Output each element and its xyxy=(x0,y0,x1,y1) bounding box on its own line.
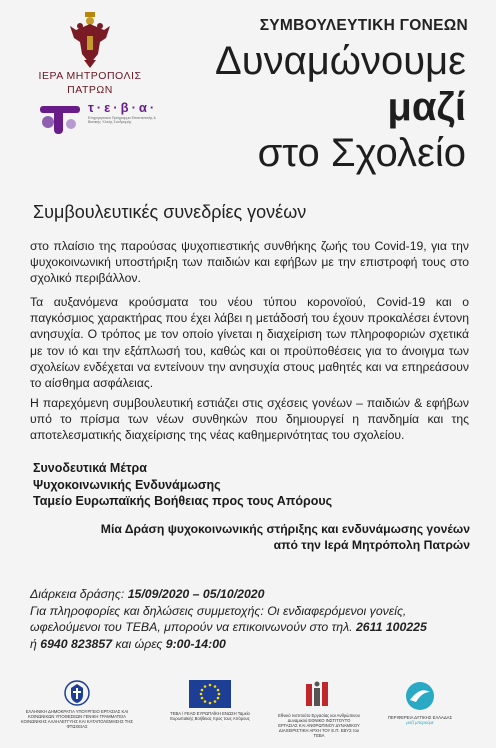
paragraph-3: Η παρεχόμενη συμβουλευτική εστιάζει στις σχέσεις γονέων – παιδιών & εφήβων υπό το πρίσμα των νέων συνθηκών που δημιουργεί η πανδημία και της αποτελεσματικής διαχείρισης της νέας καθημερινότητας του σχολείου. xyxy=(30,396,469,443)
subtitle: Συμβουλευτικές συνεδρίες γονέων xyxy=(33,202,307,222)
eu-flag-icon xyxy=(189,680,231,708)
phone-2: 6940 823857 xyxy=(40,636,113,651)
eiead-logo xyxy=(278,680,360,738)
region-logo-text: ΠΕΡΙΦΕΡΕΙΑ ΔΥΤΙΚΗΣ ΕΛΛΑΔΑΣ xyxy=(387,715,453,720)
or-text: ή xyxy=(30,636,41,651)
metropolis-logo xyxy=(30,12,150,96)
teva-logo xyxy=(38,98,168,138)
action-line1: Μία Δράση ψυχοκοινωνικής στήριξης και ενδυνάμωσης γονέων xyxy=(100,522,470,536)
measures-block xyxy=(33,460,332,510)
region-symbol-icon xyxy=(404,680,436,712)
page-title xyxy=(215,38,466,176)
title-line3: στο Σχολείο xyxy=(257,131,466,175)
teva-logo-text: τ·ε·β·α· xyxy=(88,100,158,115)
title-line2: μαζί xyxy=(387,85,466,129)
measures-line2: Ψυχοκοινωνικής Ενδυνάμωσης xyxy=(33,477,221,492)
info-block xyxy=(30,586,475,652)
teva-logo-subtext: Επιχειρησιακό Πρόγραμμα Επισιτιστικής & Βασικής Υλικής Συνδρομής xyxy=(88,116,156,125)
action-line2: από την Ιερά Μητρόπολη Πατρών xyxy=(273,538,470,552)
greek-emblem-icon xyxy=(64,680,90,706)
hours-text: και ώρες xyxy=(112,636,166,651)
paragraph-1: στο πλαίσιο της παρούσας ψυχοπιεστικής συνθήκης ζωής του Covid-19, για την ψυχοκοινωνική υποστήριξη των παιδιών και εφήβων με την επιστροφή τους στο σχολικό περιβάλλον. xyxy=(30,239,469,286)
contact-text: Για πληροφορίες και δηλώσεις συμμετοχής: Οι ενδιαφερόμενοι γονείς, ωφελούμενοι του ΤΕΒΑ, μπορούν να επικοινωνούν στο τηλ. xyxy=(30,603,407,634)
eu-logo xyxy=(170,680,250,721)
duration-value: 15/09/2020 – 05/10/2020 xyxy=(127,587,265,601)
duration-label: Διάρκεια δράσης: xyxy=(30,587,128,601)
title-line1: Δυναμώνουμε xyxy=(215,39,466,83)
region-logo xyxy=(380,680,460,725)
hours-value: 9:00-14:00 xyxy=(165,636,226,651)
metropolis-name-line2: ΠΑΤΡΩΝ xyxy=(67,84,113,96)
phone-1: 2611 100225 xyxy=(355,620,427,634)
teva-symbol-icon xyxy=(38,98,82,138)
ministry-logo-text: ΕΛΛΗΝΙΚΗ ΔΗΜΟΚΡΑΤΙΑ ΥΠΟΥΡΓΕΙΟ ΕΡΓΑΣΙΑΣ ΚΑΙ ΚΟΙΝΩΝΙΚΩΝ ΥΠΟΘΕΣΕΩΝ ΓΕΝΙΚΗ ΓΡΑΜΜΑΤΕΙΑ ΚΟΙΝΩΝΙΚΗΣ ΑΛΛΗΛΕΓΓΥΗΣ ΚΑΙ ΚΑΤΑΠΟΛΕΜΗΣΗΣ ΤΗΣ ΦΤΩΧΕΙΑΣ xyxy=(21,709,133,729)
eiead-logo-text: Εθνικό Ινστιτούτο Εργασίας και Ανθρώπινου Δυναμικού ΕΘΝΙΚΟ ΙΝΣΤΙΤΟΥΤΟ ΕΡΓΑΣΙΑΣ ΚΑΙ ΑΝΘΡΩΠΙΝΟΥ ΔΥΝΑΜΙΚΟΥ ΔΙΑΧΕΙΡΙΣΤΙΚΗ ΑΡΧΗ ΤΟΥ Ε.Π. ΕΒΥΣ του ΤΕΒΑ xyxy=(278,713,360,738)
double-headed-eagle-icon xyxy=(68,12,112,68)
region-logo-slogan: μαζί μπορούμε xyxy=(406,720,434,725)
action-block xyxy=(70,521,470,553)
kicker-heading: ΣΥΜΒΟΥΛΕΥΤΙΚΗ ΓΟΝΕΩΝ xyxy=(259,17,468,34)
paragraph-2: Τα αυξανόμενα κρούσματα του νέου τύπου κορονοϊού, Covid-19 και ο παγκόσμιος χαρακτήρας που έχει λάβει η μετάδοσή του έχουν προκαλέσει έντονη ανησυχία. Ο τρόπος με τον οποίο γίνεται η διαχείριση των πληροφοριών σχετικά με τον ιό και την εξάπλωσή του, καθώς και οι προϋποθέσεις για το άνοιγμα των σχολείων ενδέχεται να εντείνουν την ανησυχία στους μαθητές και να επηρεάσουν το αίσθημα ασφάλειας. xyxy=(30,295,469,391)
ministry-logo xyxy=(18,680,136,729)
metropolis-name-line1: ΙΕΡΑ ΜΗΤΡΟΠΟΛΙΣ xyxy=(38,70,142,82)
eiead-symbol-icon xyxy=(304,680,334,710)
measures-line1: Συνοδευτικά Μέτρα xyxy=(33,461,147,475)
measures-line3: Ταμείο Ευρωπαϊκής Βοήθειας προς τους Απόρους xyxy=(33,494,333,508)
eu-logo-text: ΤΕΒΑ / FEAD ΕΥΡΩΠΑΪΚΗ ΕΝΩΣΗ Ταμείο Ευρωπαϊκής Βοήθειας προς τους Απόρους xyxy=(170,711,250,721)
